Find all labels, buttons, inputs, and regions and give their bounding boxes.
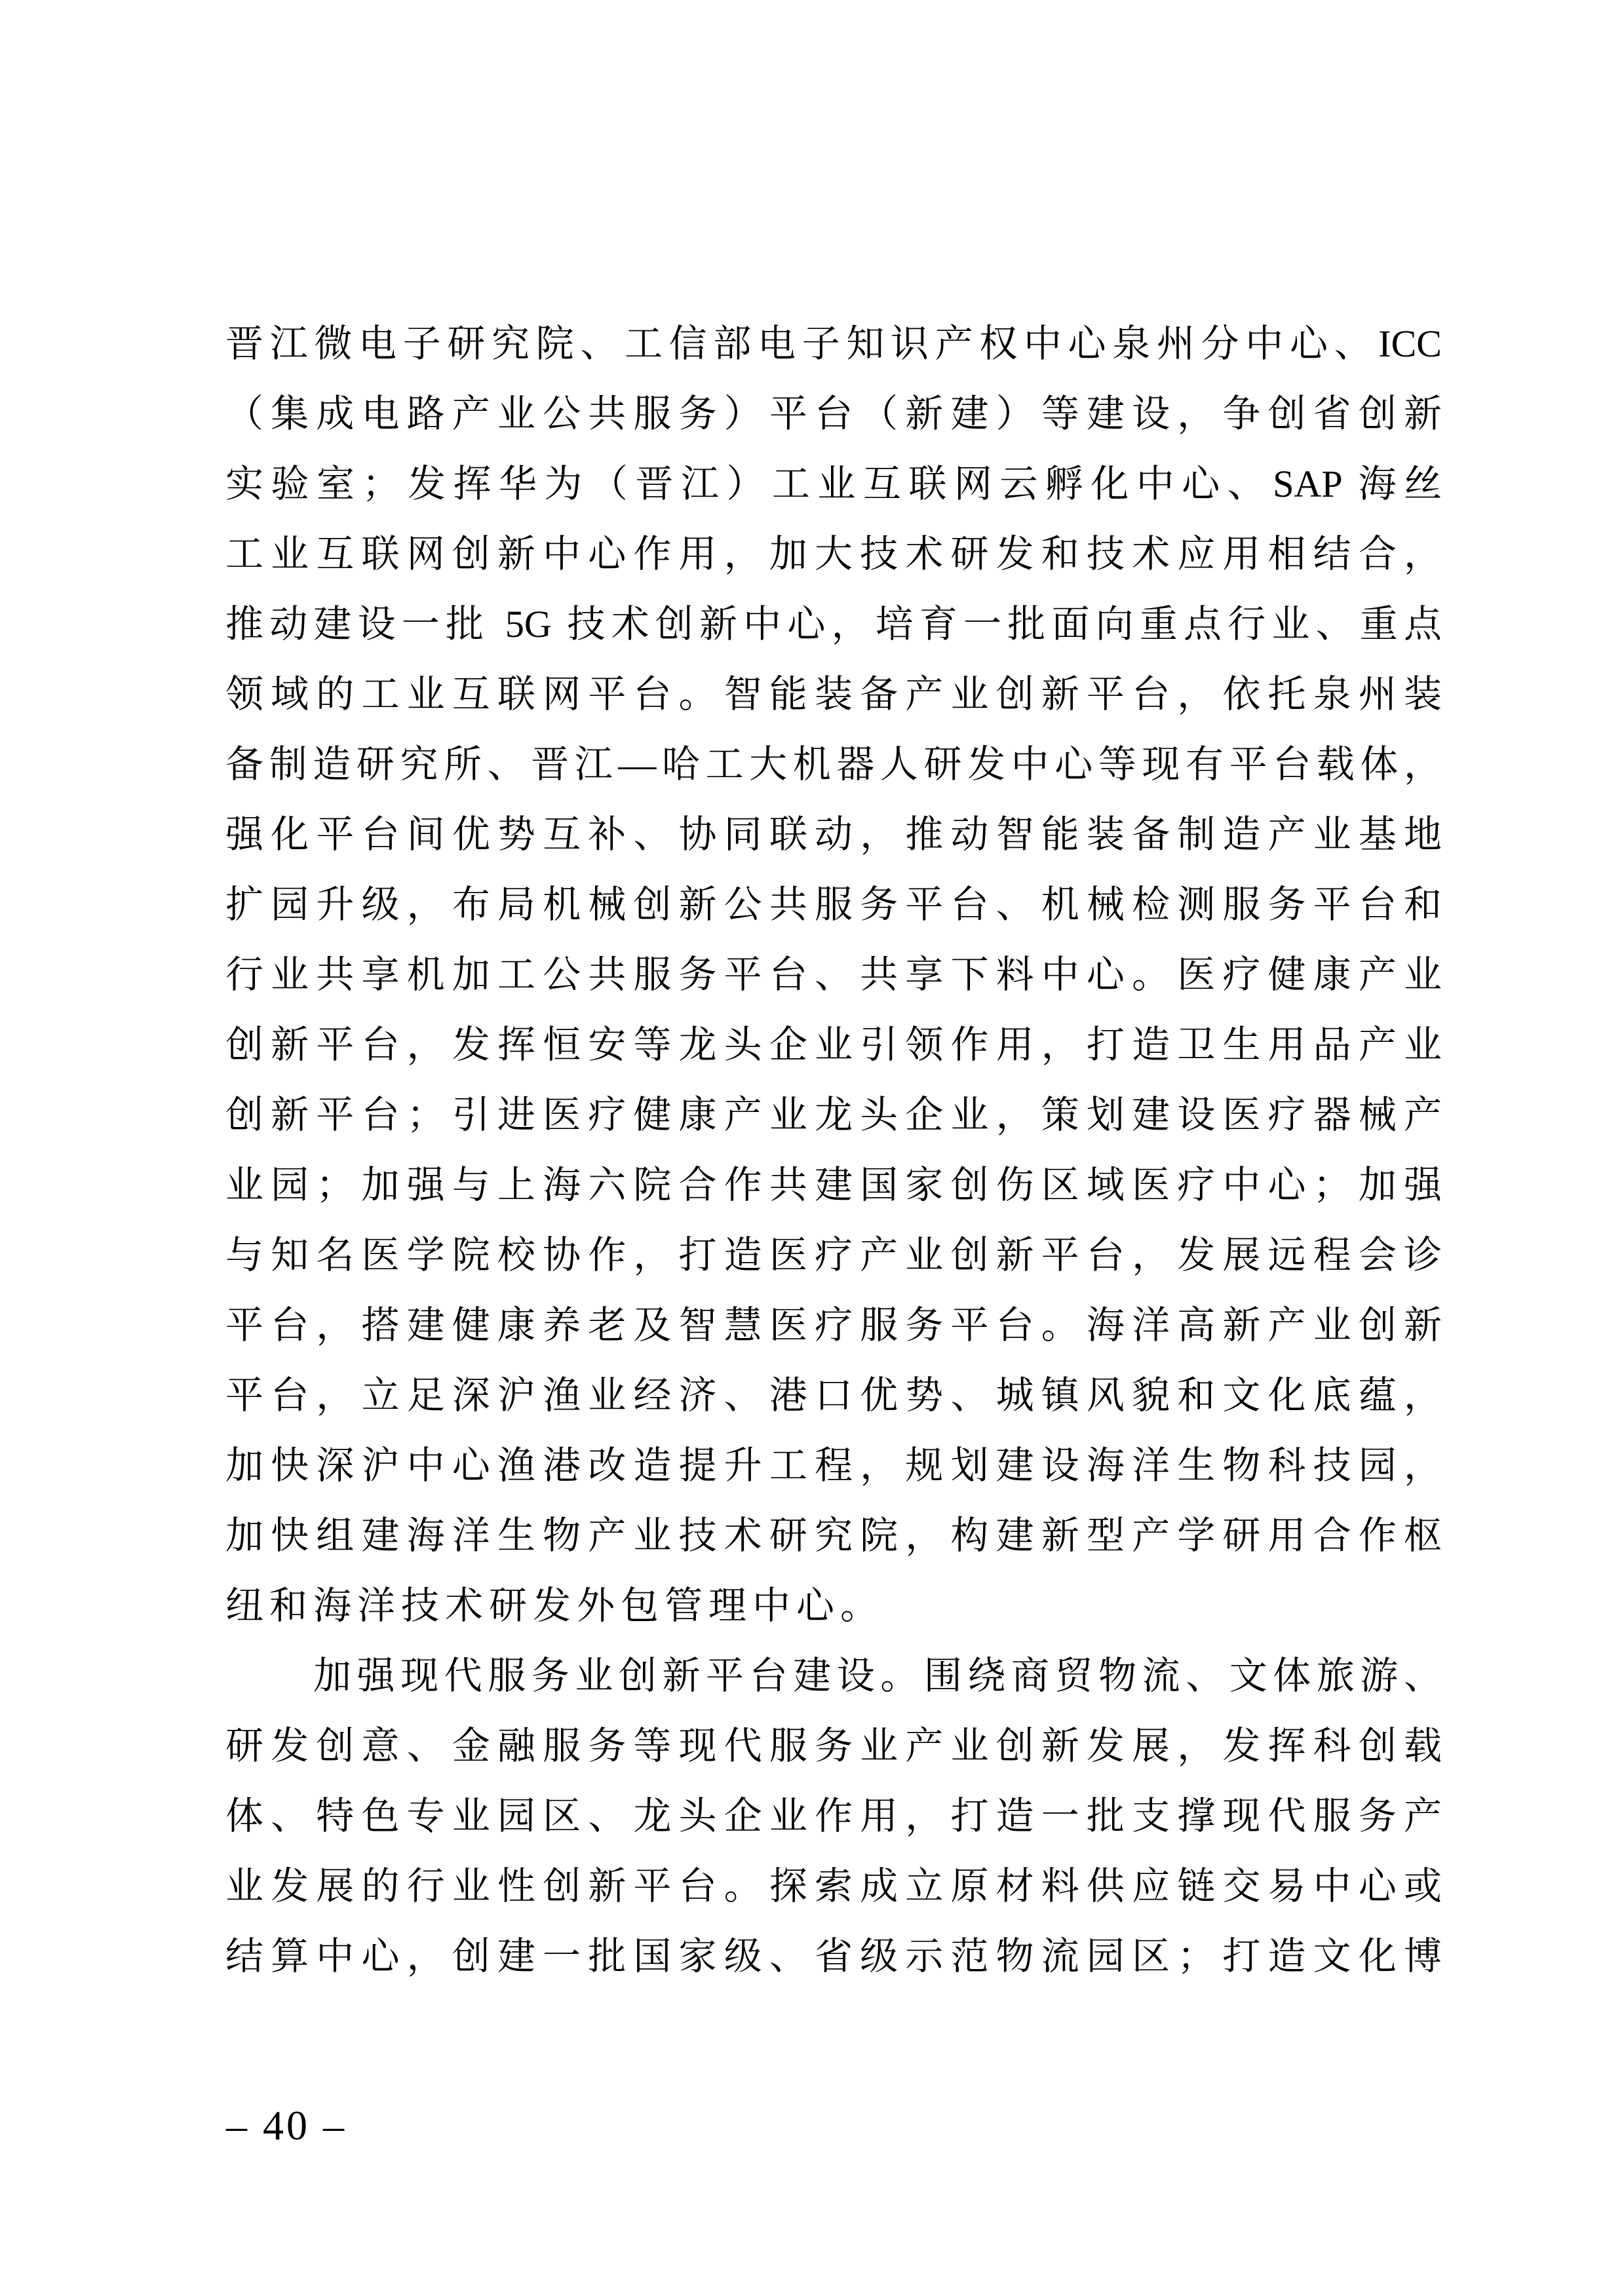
body-line: 体、特色专业园区、龙头企业作用，打造一批支撑现代服务产 — [225, 1795, 1442, 1837]
body-line: 与知名医学院校协作，打造医疗产业创新平台，发展远程会诊 — [225, 1234, 1442, 1276]
body-line: 业发展的行业性创新平台。探索成立原材料供应链交易中心或 — [225, 1865, 1442, 1907]
body-line-paragraph-start: 加强现代服务业创新平台建设。围绕商贸物流、文体旅游、 — [313, 1655, 1442, 1697]
body-line: 结算中心，创建一批国家级、省级示范物流园区；打造文化博 — [225, 1935, 1442, 1978]
body-line: 行业共享机加工公共服务平台、共享下料中心。医疗健康产业 — [225, 953, 1442, 996]
body-line: 研发创意、金融服务等现代服务业产业创新发展，发挥科创载 — [225, 1725, 1442, 1767]
body-line-paragraph-end: 纽和海洋技术研发外包管理中心。 — [225, 1584, 885, 1627]
body-line: 工业互联网创新中心作用，加大技术研发和技术应用相结合， — [225, 533, 1442, 575]
body-line: 晋江微电子研究院、工信部电子知识产权中心泉州分中心、ICC — [225, 322, 1442, 365]
body-line: 创新平台；引进医疗健康产业龙头企业，策划建设医疗器械产 — [225, 1094, 1442, 1136]
body-line: 强化平台间优势互补、协同联动，推动智能装备制造产业基地 — [225, 813, 1442, 856]
body-line: 加快深沪中心渔港改造提升工程，规划建设海洋生物科技园， — [225, 1444, 1442, 1487]
body-line: 领域的工业互联网平台。智能装备产业创新平台，依托泉州装 — [225, 673, 1442, 716]
body-line: 平台，立足深沪渔业经济、港口优势、城镇风貌和文化底蕴， — [225, 1374, 1442, 1417]
body-line: 加快组建海洋生物产业技术研究院，构建新型产学研用合作枢 — [225, 1514, 1442, 1557]
body-text-block — [225, 309, 1442, 1991]
page-number: – 40 – — [226, 2102, 347, 2149]
body-line: 创新平台，发挥恒安等龙头企业引领作用，打造卫生用品产业 — [225, 1024, 1442, 1066]
body-line: 备制造研究所、晋江—哈工大机器人研发中心等现有平台载体， — [225, 743, 1442, 786]
body-line: （集成电路产业公共服务）平台（新建）等建设，争创省创新 — [225, 392, 1442, 435]
body-line: 推动建设一批 5G 技术创新中心，培育一批面向重点行业、重点 — [225, 603, 1442, 645]
body-line: 扩园升级，布局机械创新公共服务平台、机械检测服务平台和 — [225, 883, 1442, 926]
body-line: 平台，搭建健康养老及智慧医疗服务平台。海洋高新产业创新 — [225, 1304, 1442, 1347]
body-line: 业园；加强与上海六院合作共建国家创伤区域医疗中心；加强 — [225, 1164, 1442, 1206]
body-line: 实验室；发挥华为（晋江）工业互联网云孵化中心、SAP 海丝 — [225, 463, 1442, 505]
